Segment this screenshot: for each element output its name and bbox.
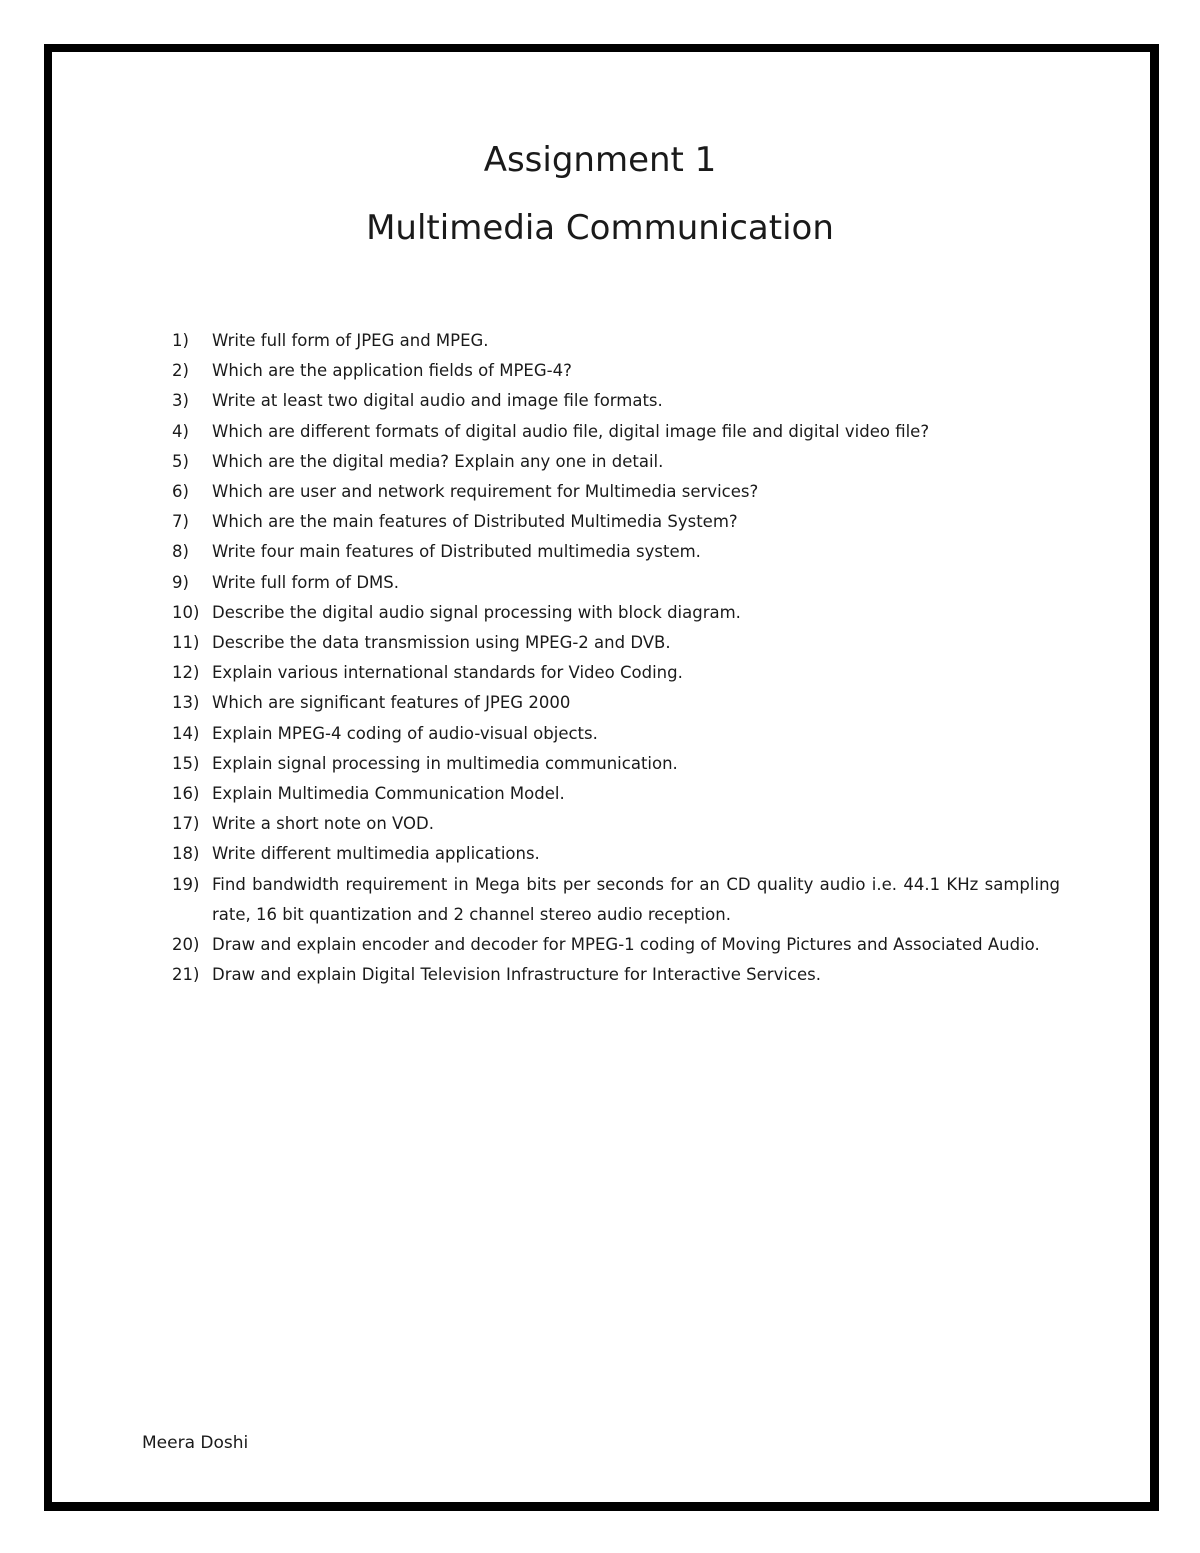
list-item bbox=[172, 719, 1060, 749]
list-item bbox=[172, 447, 1060, 477]
question-number: 18) bbox=[172, 844, 200, 864]
list-item bbox=[172, 356, 1060, 386]
list-item bbox=[172, 568, 1060, 598]
author-name: Meera Doshi bbox=[142, 1433, 249, 1453]
list-item bbox=[172, 598, 1060, 628]
list-item bbox=[172, 839, 1060, 869]
question-number: 2) bbox=[172, 361, 189, 381]
list-item bbox=[172, 628, 1060, 658]
list-item bbox=[172, 386, 1060, 416]
question-text: Draw and explain encoder and decoder for MPEG-1 coding of Moving Pictures and Associated Audio. bbox=[212, 935, 1040, 955]
question-number: 6) bbox=[172, 482, 189, 502]
question-number: 20) bbox=[172, 935, 200, 955]
list-item bbox=[172, 537, 1060, 567]
question-text: Explain various international standards for Video Coding. bbox=[212, 663, 683, 683]
question-text: Explain MPEG-4 coding of audio-visual objects. bbox=[212, 723, 598, 743]
question-text: Which are the main features of Distributed Multimedia System? bbox=[212, 512, 738, 532]
list-item bbox=[172, 870, 1060, 930]
question-number: 14) bbox=[172, 723, 200, 743]
question-text: Describe the digital audio signal processing with block diagram. bbox=[212, 602, 741, 622]
question-text: Which are the application fields of MPEG-4? bbox=[212, 361, 572, 381]
question-text: Write a short note on VOD. bbox=[212, 814, 434, 834]
question-text: Draw and explain Digital Television Infrastructure for Interactive Services. bbox=[212, 965, 821, 985]
question-text: Which are user and network requirement for Multimedia services? bbox=[212, 482, 759, 502]
question-number: 10) bbox=[172, 602, 200, 622]
question-number: 15) bbox=[172, 753, 200, 773]
question-text: Write four main features of Distributed multimedia system. bbox=[212, 542, 701, 562]
question-text: Write full form of DMS. bbox=[212, 572, 400, 592]
question-number: 13) bbox=[172, 693, 200, 713]
list-item bbox=[172, 477, 1060, 507]
list-item bbox=[172, 930, 1060, 960]
list-item bbox=[172, 417, 1060, 447]
question-text: Which are the digital media? Explain any one in detail. bbox=[212, 451, 664, 471]
question-text: Explain Multimedia Communication Model. bbox=[212, 784, 565, 804]
list-item bbox=[172, 688, 1060, 718]
question-number: 4) bbox=[172, 421, 189, 441]
question-number: 8) bbox=[172, 542, 189, 562]
question-number: 1) bbox=[172, 331, 189, 350]
question-number: 11) bbox=[172, 633, 200, 653]
question-number: 19) bbox=[172, 874, 200, 894]
question-number: 9) bbox=[172, 572, 189, 592]
question-text: Find bandwidth requirement in Mega bits per seconds for an CD quality audio i.e. 44.1 KHz sampling rate, 16 bit quantization and 2 channel stereo audio reception. bbox=[212, 874, 1060, 924]
list-item bbox=[172, 658, 1060, 688]
question-number: 17) bbox=[172, 814, 200, 834]
page-title: Assignment 1 bbox=[483, 140, 717, 180]
question-number: 16) bbox=[172, 784, 200, 804]
question-number: 21) bbox=[172, 965, 200, 985]
question-number: 5) bbox=[172, 451, 189, 471]
question-number: 3) bbox=[172, 391, 189, 411]
question-text: Explain signal processing in multimedia communication. bbox=[212, 753, 678, 773]
question-list bbox=[172, 326, 1060, 990]
list-item bbox=[172, 749, 1060, 779]
question-text: Write full form of JPEG and MPEG. bbox=[212, 331, 489, 350]
list-item bbox=[172, 326, 1060, 356]
question-number: 7) bbox=[172, 512, 189, 532]
list-item bbox=[172, 960, 1060, 990]
page-subtitle: Multimedia Communication bbox=[366, 208, 834, 248]
question-number: 12) bbox=[172, 663, 200, 683]
list-item bbox=[172, 507, 1060, 537]
list-item bbox=[172, 809, 1060, 839]
question-text: Write different multimedia applications. bbox=[212, 844, 540, 864]
question-text: Which are significant features of JPEG 2000 bbox=[212, 693, 571, 713]
question-text: Write at least two digital audio and image file formats. bbox=[212, 391, 663, 411]
question-text: Describe the data transmission using MPEG-2 and DVB. bbox=[212, 633, 671, 653]
list-item bbox=[172, 779, 1060, 809]
question-text: Which are different formats of digital audio file, digital image file and digital video file? bbox=[212, 421, 930, 441]
